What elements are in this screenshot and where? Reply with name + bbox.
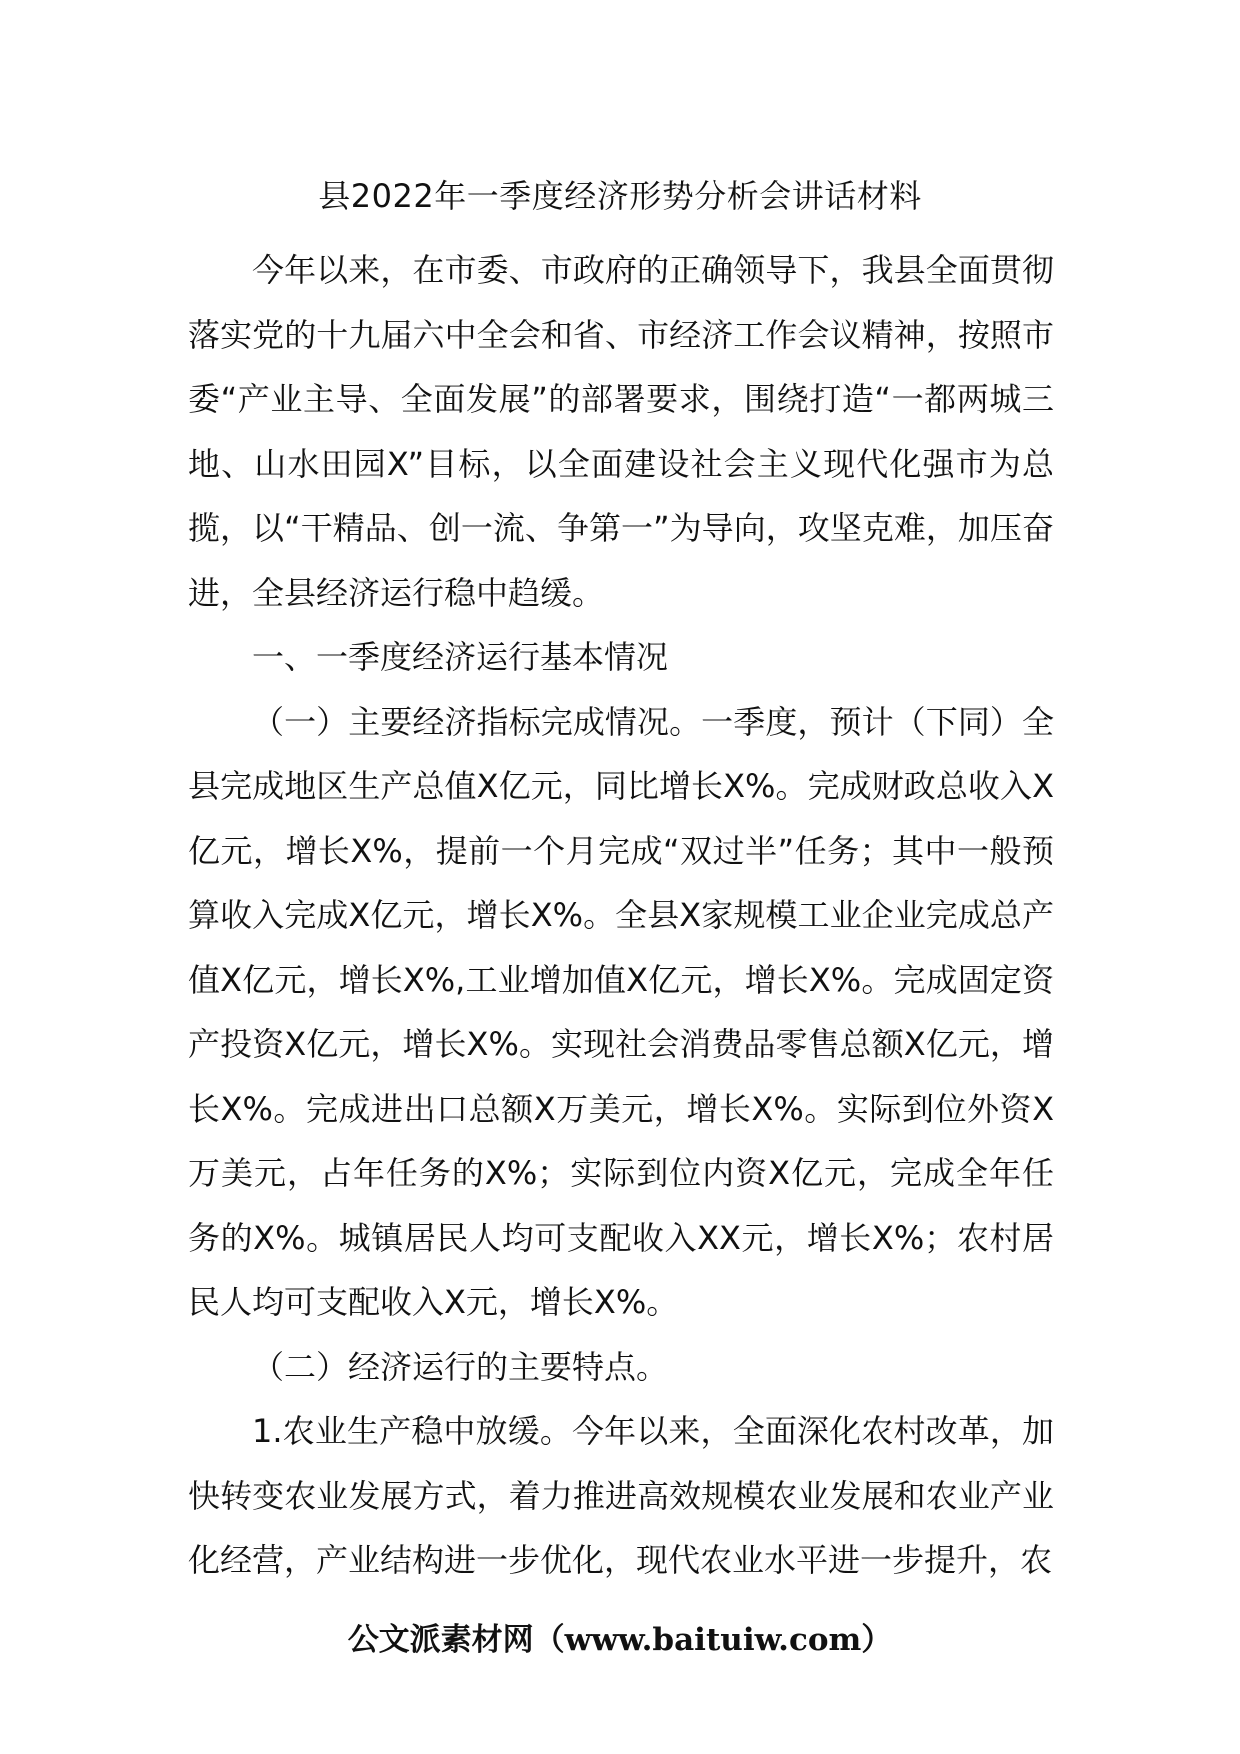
document-body xyxy=(188,238,1054,1593)
agriculture-paragraph: 1.农业生产稳中放缓。今年以来，全面深化农村改革，加快转变农业发展方式，着力推进高效规模农业发展和农业产业化经营，产业结构进一步优化，现代农业水平进一步提升，农 xyxy=(188,1412,1054,1579)
subsection-heading-2: （二）经济运行的主要特点。 xyxy=(252,1347,669,1386)
intro-paragraph: 今年以来，在市委、市政府的正确领导下，我县全面贯彻落实党的十九届六中全会和省、市经济工作会议精神，按照市委“产业主导、全面发展”的部署要求，围绕打造“一都两城三地、山水田园X”目标，以全面建设社会主义现代化强市为总揽，以“干精品、创一流、争第一”为导向，攻坚克难，加压奋进，全县经济运行稳中趋缓。 xyxy=(188,251,1054,612)
section-heading-1: 一、一季度经济运行基本情况 xyxy=(252,638,669,676)
document-title: 县2022年一季度经济形势分析会讲话材料 xyxy=(318,177,922,215)
indicators-paragraph: （一）主要经济指标完成情况。一季度，预计（下同）全县完成地区生产总值X亿元，同比增长X%。完成财政总收入X亿元，增长X%，提前一个月完成“双过半”任务；其中一般预算收入完成X亿元，增长X%。全县X家规模工业企业完成总产值X亿元，增长X%,工业增加值X亿元，增长X%。完成固定资产投资X亿元，增长X%。实现社会消费品零售总额X亿元，增长X%。完成进出口总额X万美元，增长X%。实际到位外资X万美元，占年任务的X%；实际到位内资X亿元，完成全年任务的X%。城镇居民人均可支配收入XX元，增长X%；农村居民人均可支配收入X元，增长X%。 xyxy=(188,702,1054,1321)
footer-watermark: 公文派素材网（www.baituiw.com） xyxy=(347,1622,893,1658)
